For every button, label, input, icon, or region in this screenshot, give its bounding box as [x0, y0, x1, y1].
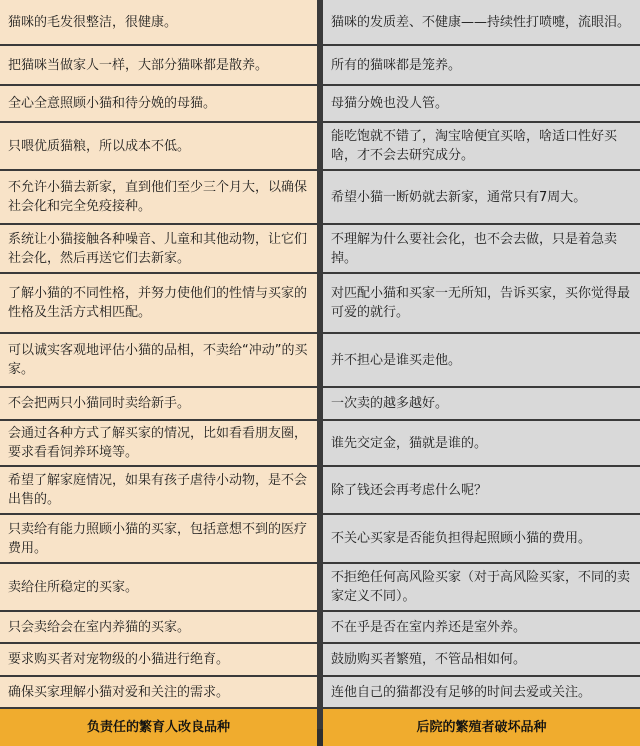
responsible-breeder-cell: [0, 515, 317, 562]
backyard-breeder-cell: [323, 677, 640, 707]
cell-text: 希望小猫一断奶就去新家，通常只有7周大。: [331, 189, 587, 205]
backyard-breeder-cell: [323, 612, 640, 642]
cell-text: 只卖给有能力照顾小猫的买家，包括意想不到的医疗费用。: [8, 521, 308, 556]
cell-text: 除了钱还会再考虑什么呢？: [331, 482, 488, 498]
cell-text: 希望了解家庭情况，如果有孩子虐待小动物，是不会出售的。: [8, 473, 308, 507]
cell-text: 连他自己的猫都没有足够的时间去爱或关注。: [331, 684, 592, 700]
footer-text: 后院的繁殖者破坏品种: [416, 720, 547, 735]
cell-text: 不会把两只小猫同时卖给新手。: [8, 396, 191, 411]
responsible-breeder-cell: [0, 86, 317, 121]
responsible-breeder-cell: [0, 171, 317, 223]
cell-text: 系统让小猫接触各种噪音、儿童和其他动物，让它们社会化，然后再送它们去新家。: [8, 231, 308, 266]
backyard-breeder-cell: [323, 46, 640, 84]
cell-text: 鼓励购买者繁殖，不管品相如何。: [331, 652, 527, 667]
cell-text: 确保买家理解小猫对爱和关注的需求。: [8, 684, 230, 700]
responsible-breeder-cell: [0, 46, 317, 84]
backyard-breeder-cell: [323, 123, 640, 169]
backyard-breeder-cell: [323, 515, 640, 562]
backyard-breeder-cell: [323, 171, 640, 223]
responsible-breeder-cell: [0, 225, 317, 272]
backyard-breeder-cell: [323, 334, 640, 386]
cell-text: 只会卖给会在室内养猫的买家。: [8, 619, 191, 635]
responsible-breeder-cell: [0, 421, 317, 465]
responsible-breeder-cell: [0, 644, 317, 675]
footer-left-label: [0, 709, 317, 746]
cell-text: 能吃饱就不错了，淘宝啥便宜买啥，啥适口性好买啥，才不会去研究成分。: [331, 129, 618, 163]
backyard-breeder-cell: [323, 86, 640, 121]
backyard-breeder-cell: [323, 421, 640, 465]
backyard-breeder-cell: [323, 0, 640, 44]
footer-text: 负责任的繁育人改良品种: [86, 720, 230, 735]
cell-text: 可以诚实客观地评估小猫的品相，不卖给“冲动”的买家。: [8, 343, 308, 377]
cell-text: 谁先交定金，猫就是谁的。: [331, 435, 488, 451]
responsible-breeder-cell: [0, 677, 317, 707]
cell-text: 母猫分娩也没人管。: [331, 96, 449, 111]
cell-text: 所有的猫咪都是笼养。: [331, 57, 462, 73]
backyard-breeder-cell: [323, 388, 640, 419]
cell-text: 了解小猫的不同性格，并努力使他们的性情与买家的性格及生活方式相匹配。: [8, 286, 308, 320]
backyard-breeder-cell: [323, 644, 640, 675]
responsible-breeder-cell: [0, 564, 317, 610]
responsible-breeder-cell: [0, 334, 317, 386]
cell-text: 对匹配小猫和买家一无所知，告诉买家，买你觉得最可爱的就行。: [331, 286, 631, 320]
responsible-breeder-cell: [0, 274, 317, 332]
cell-text: 会通过各种方式了解买家的情况，比如看看朋友圈，要求看看饲养环境等。: [8, 426, 308, 460]
cell-text: 猫咪的发质差、不健康——持续性打喷嚏，流眼泪。: [331, 14, 631, 30]
cell-text: 猫咪的毛发很整洁，很健康。: [8, 14, 178, 30]
cell-text: 不理解为什么要社会化，也不会去做，只是着急卖掉。: [331, 231, 618, 266]
cell-text: 全心全意照顾小猫和待分娩的母猫。: [8, 96, 217, 111]
cell-text: 一次卖的越多越好。: [331, 396, 449, 411]
backyard-breeder-cell: [323, 225, 640, 272]
backyard-breeder-cell: [323, 564, 640, 610]
cell-text: 把猫咪当做家人一样，大部分猫咪都是散养。: [8, 57, 269, 73]
footer-right-label: [323, 709, 640, 746]
responsible-breeder-cell: [0, 123, 317, 169]
cell-text: 只喂优质猫粮，所以成本不低。: [8, 138, 191, 154]
backyard-breeder-cell: [323, 274, 640, 332]
responsible-breeder-cell: [0, 467, 317, 513]
cell-text: 不关心买家是否能负担得起照顾小猫的费用。: [331, 531, 592, 546]
cell-text: 并不担心是谁买走他。: [331, 352, 462, 368]
cell-text: 不拒绝任何高风险买家（对于高风险买家，不同的卖家定义不同）。: [331, 570, 631, 604]
cell-text: 卖给住所稳定的买家。: [8, 579, 139, 595]
cell-text: 要求购买者对宠物级的小猫进行绝育。: [8, 652, 230, 667]
responsible-breeder-cell: [0, 388, 317, 419]
responsible-breeder-cell: [0, 0, 317, 44]
responsible-breeder-cell: [0, 612, 317, 642]
backyard-breeder-cell: [323, 467, 640, 513]
cell-text: 不在乎是否在室内养还是室外养。: [331, 619, 527, 635]
cell-text: 不允许小猫去新家，直到他们至少三个月大，以确保社会化和完全免疫接种。: [8, 180, 308, 214]
